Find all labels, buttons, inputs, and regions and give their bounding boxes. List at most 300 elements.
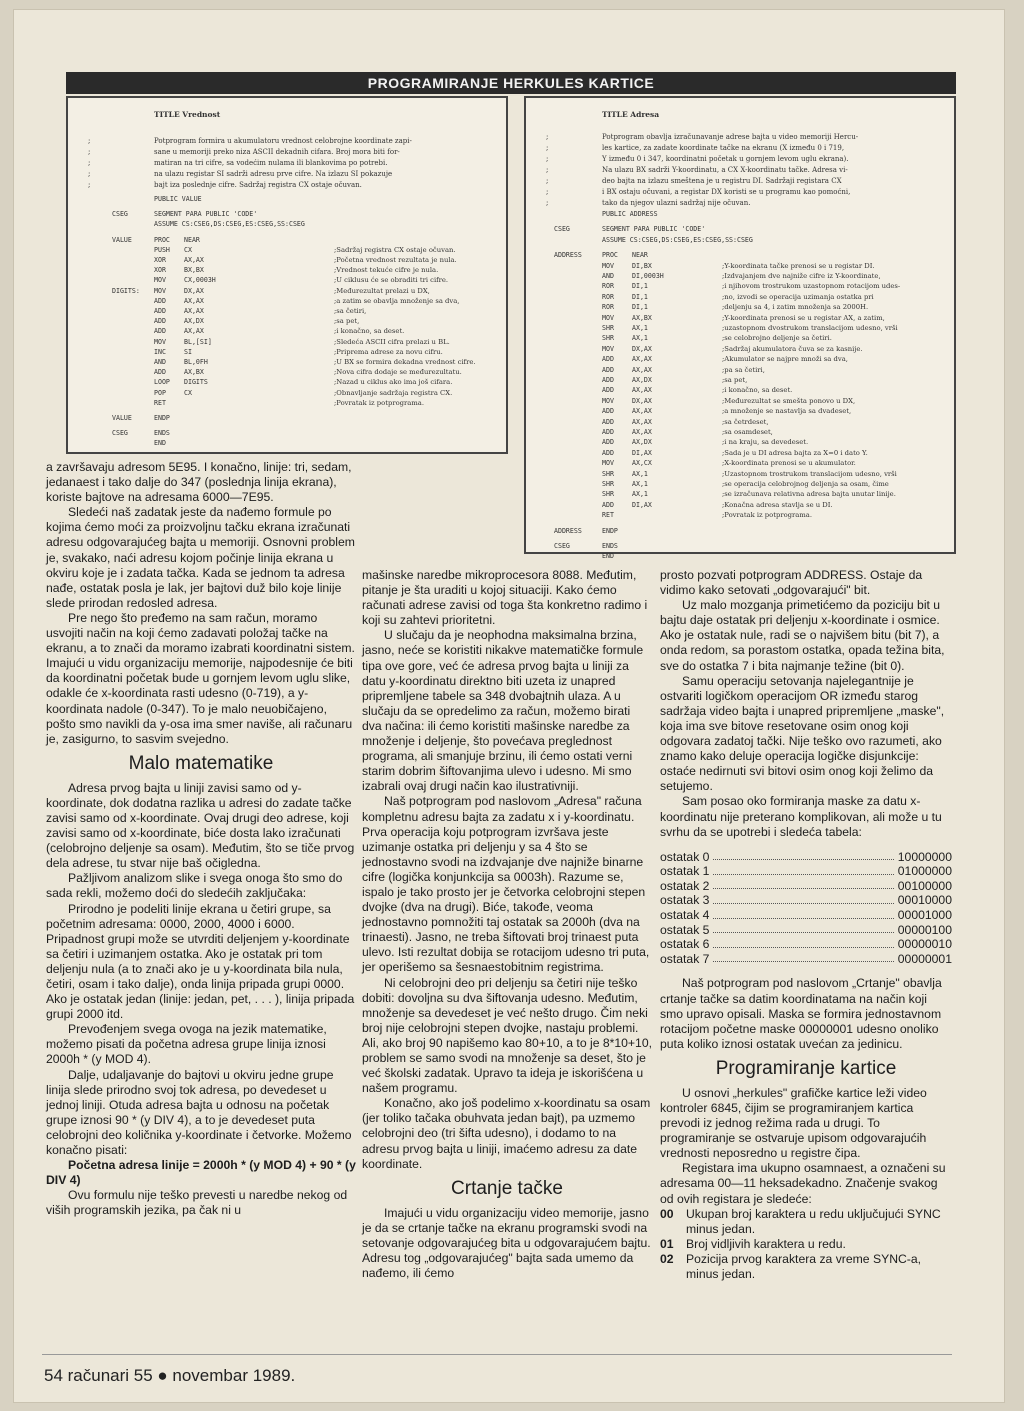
comment-marker: ;	[546, 166, 549, 174]
code-line	[68, 348, 506, 358]
code-op: PROC	[602, 251, 618, 260]
mask-remainder: ostatak 7	[660, 951, 710, 966]
code-op: ADD	[602, 355, 614, 364]
code-line	[526, 272, 954, 282]
code-comment: ;Obnavljanje sadržaja registra CX.	[334, 388, 453, 397]
code-op: ADD	[602, 428, 614, 436]
code-comment: ;U ciklusu će se obraditi tri cifre.	[334, 276, 449, 285]
code-comment: ;X-koordinata prenosi se u akumulator.	[722, 459, 856, 468]
code-op: MOV	[154, 276, 166, 285]
code-comment: ;Akumulator se najpre množi sa dva,	[722, 355, 848, 364]
code-line	[526, 418, 954, 428]
code-op: PUBLIC VALUE	[154, 195, 202, 203]
paragraph: Imajući u vidu organizaciju video memorije, jasno je da se crtanje tačke na ekranu programski svodi na setovanje odgovarajućeg bita u odgovarajućem bajtu. Adresu tog „odgovarajućeg" bajta sada umemo da nađemo, ili ćemo	[362, 1205, 651, 1281]
code-comment: ;sa pet,	[334, 317, 360, 326]
code-op: LOOP	[154, 378, 170, 387]
code-line	[68, 195, 506, 205]
mask-value: 00010000	[897, 893, 952, 908]
paragraph: Sledeći naš zadatak jeste da nađemo formule po kojima ćemo moći za proizvoljnu tačku ekrana izračunati adresu odgovarajućeg bajta u memoriji. Osnovni problem je, svakako, naći adresu kojom počinje linija ekrana u okviru koje je i zadata tačka. Kada se jednom ta adresa nađe, ostatak posla je lak, jer bajtovi duž bilo koje linije slede prirodan redosled adresa.	[46, 505, 355, 610]
paragraph: U osnovi „herkules" grafičke kartice leži video kontroler 6845, čijim se programiranjem kartica prevodi iz jednog režima rada u drugi. To programiranje se ostvaruje upisom odgovarajućih vrednosti neposredno u registre čipa.	[660, 1085, 927, 1161]
code-line	[68, 378, 506, 388]
paragraph: a završavaju adresom 5E95. I konačno, linije: tri, sedam, jedanaest i tako dalje do 347 (poslednja linija ekrana), koriste bajtove na adresama 6000—7E95.	[46, 460, 352, 505]
dot-leader	[713, 923, 893, 934]
code-line	[526, 314, 954, 324]
register-item	[660, 1237, 952, 1252]
code-line	[526, 542, 954, 552]
listing-comment-line: sane u memoriji preko niza ASCII dekadnih cifara. Broj mora biti for-	[154, 148, 400, 156]
comment-marker: ;	[546, 188, 549, 196]
code-operand: DI,BX	[632, 261, 652, 270]
paragraph: Sam posao oko formiranja maske za datu x-koordinatu nije preterano komplikovan, ali može u tu svrhu da se upotrebi i sledeća tabela:	[660, 794, 942, 839]
listing-comment-line: bajt iza poslednje cifre. Sadržaj registra CX ostaje očuvan.	[154, 181, 362, 189]
mask-value: 00001000	[897, 908, 952, 923]
code-op: ROR	[602, 292, 614, 301]
code-label: CSEG	[112, 429, 128, 438]
comment-marker: ;	[546, 199, 549, 207]
register-item	[660, 1207, 952, 1237]
mask-value: 00000010	[897, 937, 952, 952]
paragraph: mašinske naredbe mikroprocesora 8088. Međutim, pitanje je šta uraditi u kojoj situaciji. Kako ćemo računati adrese zavisi od toga šta konkretno radimo i koji su zahtevi prioritetni.	[362, 568, 648, 628]
register-number: 01	[660, 1236, 674, 1251]
dot-leader	[713, 864, 893, 875]
code-line	[526, 480, 954, 490]
code-line	[526, 210, 954, 220]
mask-value: 00000001	[897, 951, 952, 966]
code-operand: DX,AX	[632, 396, 652, 405]
code-comment: ;i njihovom trostrukom uzastopnom rotacijom udes-	[722, 282, 901, 291]
code-label: CSEG	[554, 225, 570, 234]
code-operand: CX,0003H	[184, 276, 216, 285]
code-line	[526, 376, 954, 386]
code-comment: ;Y-koordinata tačke prenosi se u registar DI.	[722, 261, 875, 270]
code-line	[68, 429, 506, 439]
code-op: RET	[154, 398, 166, 407]
article-column-2	[362, 568, 652, 1281]
code-line	[526, 251, 954, 261]
code-operand: DIGITS	[184, 378, 208, 387]
mask-table	[660, 850, 952, 967]
code-op: ENDS	[154, 429, 170, 438]
code-comment: ;Međurezultat prelazi u DX,	[334, 286, 430, 295]
code-comment: ;Sadržaj registra CX ostaje očuvan.	[334, 245, 456, 254]
code-line	[526, 428, 954, 438]
listing-title: TITLE Adresa	[602, 110, 660, 119]
mask-remainder: ostatak 2	[660, 878, 710, 893]
register-item	[660, 1252, 952, 1282]
code-op: MOV	[602, 459, 614, 468]
code-line	[526, 470, 954, 480]
code-op: ENDP	[154, 414, 170, 422]
code-line	[526, 407, 954, 417]
code-line	[526, 303, 954, 313]
mask-row	[660, 937, 952, 952]
code-operand: DI,0003H	[632, 272, 664, 280]
mask-remainder: ostatak 5	[660, 922, 710, 937]
code-operand: DI,1	[632, 303, 648, 312]
register-description: Broj vidljivih karaktera u redu.	[686, 1236, 846, 1251]
code-line	[526, 527, 954, 537]
code-comment: ;pa sa četiri,	[722, 365, 765, 374]
paragraph: Naš potprogram pod naslovom „Adresa" računa kompletnu adresu bajta za zadatu x i y-koordinatu. Prva operacija koju potprogram izvršava jeste uzimanje ostatka pri deljenju y sa 4 što se jednostavno svodi na izdvajanje dve najniže binarne cifre (logička konjunkcija sa 0003h). Razume se, ispalo je tako prosto jer je četvorka celobrojni stepen dvojke (dva na drugi). Biće, takođe, veoma jednostavno pomnožiti taj ostatak sa 2000h (dva na trinaesti). Jasno, ne treba šiftovati broj trinaest puta ulevo. Isti rezultat dobija se rotacijom udesno tri puta, jer operišemo sa šesnaestobitnim registrima.	[362, 794, 650, 975]
code-op: PUBLIC ADDRESS	[602, 210, 658, 218]
code-label: CSEG	[112, 210, 128, 219]
code-op: XOR	[154, 266, 166, 275]
comment-marker: ;	[88, 137, 91, 145]
code-line	[68, 266, 506, 276]
paragraph: Prevođenjem svega ovoga na jezik matematike, možemo pisati da početna adresa grupe linija iznosi 2000h * (y MOD 4).	[46, 1022, 327, 1067]
code-operand: AX,AX	[632, 417, 652, 426]
code-op: AND	[154, 358, 166, 366]
paragraph: Konačno, ako još podelimo x-koordinatu sa osam (jer toliko tačaka obuhvata jedan bajt), pa uzmemo celobrojni deo (tri šifta udesno), i dodamo to na adresu prvog bajta u liniji, imaćemo adresu za date koordinate.	[362, 1096, 651, 1171]
code-operand: AX,1	[632, 324, 648, 332]
code-line	[68, 220, 506, 230]
code-op: ASSUME CS:CSEG,DS:CSEG,ES:CSEG,SS:CSEG	[154, 220, 305, 229]
listing-comment-line: Y između 0 i 347, koordinatni početak u gornjem levom uglu ekrana).	[602, 155, 849, 163]
code-op: SHR	[602, 490, 614, 499]
dot-leader	[713, 893, 893, 904]
paragraph: Pažljivom analizom slike i svega onoga što smo do sada rekli, možemo doći do sledećih zaključaka:	[46, 871, 343, 901]
code-op: ADD	[154, 307, 166, 315]
listing-comment-line: tako da njegov ulazni sadržaj nije očuvan.	[602, 199, 751, 207]
comment-marker: ;	[88, 148, 91, 156]
code-comment: ;sa četrdeset,	[722, 417, 769, 426]
code-op: ROR	[602, 303, 614, 312]
section-header: PROGRAMIRANJE HERKULES KARTICE	[66, 72, 956, 94]
code-comment: ;no, izvodi se operacija uzimanja ostatka pri	[722, 292, 874, 301]
code-operand: AX,AX	[184, 296, 204, 305]
listing-comment-line: Na ulazu BX sadrži Y-koordinatu, a CX X-koordinatu tačke. Adresa vi-	[602, 166, 848, 174]
comment-marker: ;	[546, 133, 549, 141]
code-operand: AX,AX	[184, 307, 204, 315]
code-line	[68, 327, 506, 337]
code-operand: AX,DX	[632, 438, 652, 447]
page-footer: 54 računari 55 ● novembar 1989.	[44, 1366, 296, 1385]
code-line	[526, 449, 954, 459]
section-heading: Programiranje kartice	[715, 1057, 897, 1079]
code-operand: AX,DX	[632, 376, 652, 384]
dot-leader	[713, 879, 893, 890]
code-line	[526, 262, 954, 272]
paragraph: prosto pozvati potprogram ADDRESS. Ostaje da vidimo kako setovati „odgovarajući" bit.	[660, 568, 923, 598]
code-comment: ;Konačna adresa stavlja se u DI.	[722, 500, 833, 509]
code-line	[68, 358, 506, 368]
mask-remainder: ostatak 4	[660, 908, 710, 923]
listing-comment-line: matiran na tri cifre, sa vodećim nulama ili blankovima po potrebi.	[154, 159, 388, 167]
code-line	[526, 501, 954, 511]
code-comment: ;U BX se formira dekadna vrednost cifre.	[334, 358, 476, 366]
listing-comment-line: les kartice, za zadate koordinate tačke na ekranu (X između 0 i 719,	[602, 144, 845, 152]
dot-leader	[713, 937, 893, 948]
paragraph: Pre nego što pređemo na sam račun, moramo usvojiti način na koji ćemo zadavati položaj tačke na ekranu, a to znači da moramo izabrati koordinatni sistem. Imajući u vidu organizaciju memorije, najpodesnije će biti da koordinatni početak bude u gornjem levom uglu slike, odakle će x-koordinata rasti udesno (0-719), a y-koordinata nadole (0-347). To je malo neuobičajeno, pošto smo navikli da y-osa ima smer naviše, ali računaru je, zasigurno, to sasvim svejedno.	[46, 610, 355, 746]
code-comment: ;se operacija celobrojnog deljenja sa osam, čime	[722, 480, 889, 488]
code-comment: ;uzastopnom dvostrukom translacijom udesno, vrši	[722, 324, 898, 332]
code-operand: AX,CX	[632, 459, 652, 468]
paragraph: Registara ima ukupno osamnaest, a označeni su adresama 00—11 heksadekadno. Značenje svakog od ovih registara je sledeće:	[660, 1161, 946, 1206]
code-operand: AX,BX	[184, 368, 204, 377]
code-comment: ;sa osamdeset,	[722, 428, 773, 436]
mask-remainder: ostatak 6	[660, 937, 710, 952]
code-operand: AX,AX	[632, 386, 652, 395]
mask-row	[660, 864, 952, 879]
code-comment: ;se celobrojno deljenje sa četiri.	[722, 334, 832, 343]
paragraph: Adresa prvog bajta u liniji zavisi samo od y-koordinate, dok dodatna razlika u adresi do zadate tačke zavisi samo od x-koordinate. Ovaj drugi deo adrese, koji zavisi samo od x-koordinate, biće dosta lako izračunati (celobrojno deljenje sa osam). Međutim, što se tiče prvog dela adrese, tu stvar nije baš očigledna.	[46, 780, 355, 871]
code-operand: SI	[184, 347, 192, 356]
code-line	[526, 324, 954, 334]
code-op: POP	[154, 388, 166, 397]
code-comment: ;Međurezultat se smešta ponovo u DX,	[722, 396, 856, 405]
code-operand: NEAR	[184, 235, 200, 244]
code-op: ADD	[602, 407, 614, 416]
code-operand: DX,AX	[632, 344, 652, 353]
code-comment: ;sa pet,	[722, 376, 748, 384]
code-label: VALUE	[112, 414, 132, 422]
code-operand: AX,1	[632, 490, 648, 499]
code-comment: ;Sadržaj akumulatora čuva se za kasnije.	[722, 344, 863, 353]
code-label: DIGITS:	[112, 286, 140, 295]
paragraph: Uz malo mozganja primetićemo da poziciju bit u bajtu daje ostatak pri deljenju x-koordinate i osmice. Ako je ostatak nule, radi se o najvišem bitu (bit 7), a onda redom, sa porastom ostatka, opada težina bita, sve do ostatka 7 i bita najmanje težine (bit 0).	[660, 598, 945, 673]
mask-value: 10000000	[897, 849, 952, 864]
register-number: 02	[660, 1251, 674, 1266]
code-comment: ;Vrednost tekuće cifre je nula.	[334, 266, 439, 275]
code-op: ENDP	[602, 526, 618, 535]
code-operand: AX,BX	[632, 313, 652, 322]
section-heading: Malo matematike	[128, 752, 274, 774]
register-description: Ukupan broj karaktera u redu uključujući SYNC minus jedan.	[686, 1206, 941, 1236]
code-comment: ;Nova cifra dodaje se međurezultatu.	[334, 368, 462, 377]
code-line	[68, 236, 506, 246]
code-operand: DI,AX	[632, 448, 652, 457]
code-comment: ;se izračunava relativna adresa bajta unutar linije.	[722, 490, 896, 499]
code-op: PROC	[154, 235, 170, 244]
code-operand: CX	[184, 388, 192, 397]
article-column-3	[660, 568, 952, 1282]
code-op: ADD	[154, 327, 166, 336]
code-operand: NEAR	[632, 251, 648, 260]
mask-row	[660, 923, 952, 938]
code-label: ADDRESS	[554, 251, 582, 260]
code-op: XOR	[154, 256, 166, 264]
listing-adresa	[524, 96, 956, 561]
code-op: AND	[602, 272, 614, 280]
code-operand: BX,BX	[184, 266, 204, 275]
code-op: END	[602, 552, 614, 561]
code-comment: ;Početna vrednost rezultata je nula.	[334, 256, 457, 264]
code-operand: AX,AX	[184, 327, 204, 336]
code-op: ADD	[602, 500, 614, 509]
code-operand: DI,1	[632, 292, 648, 301]
code-op: PUSH	[154, 245, 170, 254]
mask-row	[660, 879, 952, 894]
listing-comment-line: i BX ostaju očuvani, a registar DX koristi se u programu kao pomoćni,	[602, 188, 851, 196]
code-op: ROR	[602, 282, 614, 291]
code-line	[526, 345, 954, 355]
code-line	[526, 386, 954, 396]
code-label: ADDRESS	[554, 526, 582, 535]
mask-remainder: ostatak 3	[660, 893, 710, 908]
listing-title: TITLE Vrednost	[154, 110, 221, 119]
code-comment: ;i na kraju, sa devedeset.	[722, 438, 809, 447]
article-column-1	[46, 460, 356, 1219]
code-comment: ;Povratak iz potprograma.	[722, 511, 812, 520]
mask-value: 00000100	[897, 922, 952, 937]
mask-remainder: ostatak 0	[660, 849, 710, 864]
code-operand: AX,AX	[632, 428, 652, 436]
code-line	[526, 236, 954, 246]
register-number: 00	[660, 1206, 674, 1221]
code-operand: BL,[SI]	[184, 337, 212, 346]
code-comment: ;i konačno, sa deset.	[334, 327, 405, 336]
code-op: ADD	[602, 376, 614, 384]
code-op: MOV	[602, 313, 614, 322]
code-line	[526, 293, 954, 303]
code-comment: ;i konačno, sa deset.	[722, 386, 793, 395]
code-op: ADD	[154, 296, 166, 305]
code-line	[526, 552, 954, 562]
listing-comment-line: Potprogram formira u akumulatoru vrednost celobrojne koordinate zapi-	[154, 137, 412, 145]
mask-row	[660, 850, 952, 865]
code-op: ADD	[154, 368, 166, 377]
code-line	[526, 459, 954, 469]
comment-marker: ;	[88, 170, 91, 178]
paragraph: Ni celobrojni deo pri deljenju sa četiri nije teško dobiti: dovoljna su dva šiftovanja udesno. Međutim, množenje sa devedeset je već nešto drugo. Čim neki broj nije celobrojni stepen dvojke, nastaju problemi. Ali, ako broj 90 napišemo kao 80+10, a to je 8*10+10, problem se samo svodi na množenje sa deset, što je već školski zadatak. Upravo ta ideja je iskorišćena u našem programu.	[362, 975, 652, 1096]
code-operand: DX,AX	[184, 286, 204, 295]
code-line	[526, 355, 954, 365]
listing-comment-line: deo bajta na izlazu smeštena je u registru DI. Sadržaji registara CX	[602, 177, 842, 185]
code-line	[68, 368, 506, 378]
mask-value: 00100000	[897, 878, 952, 893]
dot-leader	[713, 952, 893, 963]
code-operand: CX	[184, 245, 192, 254]
paragraph: Ovu formulu nije teško prevesti u naredbe nekog od viših programskih jezika, pa čak ni u	[46, 1188, 348, 1218]
code-line	[526, 225, 954, 235]
code-op: ADD	[602, 386, 614, 395]
mask-row	[660, 952, 952, 967]
code-label: VALUE	[112, 235, 132, 244]
magazine-page	[14, 10, 1004, 1402]
code-comment: ;Povratak iz potprograma.	[334, 398, 424, 407]
code-operand: AX,AX	[632, 355, 652, 364]
mask-row	[660, 908, 952, 923]
code-comment: ;a množenje se nastavlja sa dvadeset,	[722, 407, 852, 416]
code-operand: AX,AX	[184, 256, 204, 264]
code-operand: AX,AX	[632, 407, 652, 416]
code-comment: ;Sledeća ASCII cifra prelazi u BL.	[334, 337, 450, 346]
dot-leader	[713, 908, 893, 919]
comment-marker: ;	[88, 181, 91, 189]
code-operand: AX,DX	[184, 317, 204, 326]
code-line	[68, 338, 506, 348]
section-heading: Crtanje tačke	[451, 1177, 563, 1199]
register-description: Pozicija prvog karaktera za vreme SYNC-a, minus jedan.	[686, 1251, 922, 1282]
code-line	[68, 307, 506, 317]
code-op: ASSUME CS:CSEG,DS:CSEG,ES:CSEG,SS:CSEG	[602, 235, 753, 244]
code-op: ADD	[154, 317, 166, 326]
code-line	[68, 399, 506, 409]
code-label: CSEG	[554, 542, 570, 550]
code-op: ADD	[602, 365, 614, 374]
comment-marker: ;	[546, 144, 549, 152]
paragraph: U slučaju da je neophodna maksimalna brzina, jasno, neće se koristiti nikakve matematičke formule tipa ove gore, već će adresa prvog bajta u liniji za datu y-koordinatu direktno biti uzeta iz unapred pripremljene tabele sa 348 dvobajtnih ulaza. A u slučaju da se opredelimo za račun, možemo birati dva načina: ili ćemo koristiti mašinske naredbe za množenje i deljenje, što povećava preglednost programa, ali smanjuje brzinu, ili ćemo ostati verni starim dobrim šiftovanjima ulevo i udesno. Mi smo izabrali ovaj drugi način kao ilustrativniji.	[362, 628, 644, 794]
code-line	[526, 397, 954, 407]
code-op: INC	[154, 347, 166, 356]
code-op: SHR	[602, 324, 614, 332]
code-comment: ;a zatim se obavlja množenje sa dva,	[334, 296, 460, 305]
code-line	[526, 282, 954, 292]
code-line	[68, 389, 506, 399]
mask-value: 01000000	[897, 864, 952, 879]
mask-remainder: ostatak 1	[660, 864, 710, 879]
code-operand: AX,AX	[632, 365, 652, 374]
mask-row	[660, 893, 952, 908]
paragraph: Prirodno je podeliti linije ekrana u četiri grupe, sa početnim adresama: 0000, 2000, 4000 i 6000. Pripadnost grupi može se utvrditi deljenjem y-koordinate sa četiri i uzimanjem ostatka. Ako je ostatak pri tom deljenju nula (a to znači ako je u y-koordinata bila nula, četiri, osam i tako dalje), onda linija pripada grupi 0000. Ako je ostatak jedan (linije: jedan, pet, . . . ), linija pripada grupi 2000 itd.	[46, 901, 355, 1022]
listing-comment-line: Potprogram obavlja izračunavanje adrese bajta u video memoriji Hercu-	[602, 133, 859, 141]
code-op: RET	[602, 511, 614, 520]
paragraph: Naš potprogram pod naslovom „Crtanje" obavlja crtanje tačke sa datim koordinatama na način koji smo upravo opisali. Maska se formira jednostavnom rotacijom početne maske 00000001 udesno onoliko puta koliko iznosi ostatak uvećan za jedinicu.	[660, 976, 942, 1051]
code-op: SHR	[602, 334, 614, 343]
code-line	[68, 317, 506, 327]
code-operand: DI,AX	[632, 500, 652, 509]
code-operand: DI,1	[632, 282, 648, 291]
code-line	[526, 490, 954, 500]
code-line	[68, 439, 506, 449]
code-line	[68, 297, 506, 307]
code-op: SEGMENT PARA PUBLIC 'CODE'	[602, 225, 706, 234]
code-comment: ;sa četiri,	[334, 307, 367, 315]
code-op: SHR	[602, 480, 614, 488]
code-line	[526, 334, 954, 344]
code-line	[68, 287, 506, 297]
code-line	[68, 414, 506, 424]
code-line	[526, 366, 954, 376]
code-line	[68, 276, 506, 286]
comment-marker: ;	[546, 155, 549, 163]
code-op: ENDS	[602, 542, 618, 550]
code-operand: AX,1	[632, 334, 648, 343]
code-line	[68, 210, 506, 220]
code-operand: AX,1	[632, 480, 648, 488]
code-line	[68, 246, 506, 256]
code-operand: BL,0FH	[184, 358, 208, 366]
code-op: MOV	[602, 396, 614, 405]
code-op: ADD	[602, 417, 614, 426]
code-op: MOV	[154, 286, 166, 295]
paragraph: Samu operaciju setovanja najelegantnije je ostvariti logičkom operacijom OR između starog sadržaja video bajta i unapred pripremljene „maske", koja ima sve bitove resetovane osim onog koji odgovara zadatoj tački. Nije teško ovo razumeti, ako znamo kako deluje operacija logičke disjunkcije: ostaće nedirnuti svi bitovi osim onog koji želimo da setujemo.	[660, 673, 945, 794]
code-comment: ;Izdvajanjem dve najniže cifre iz Y-koordinate,	[722, 272, 881, 280]
dot-leader	[713, 850, 893, 861]
code-comment: ;deljenju sa 4, i zatim množenja sa 2000H.	[722, 303, 869, 312]
code-line	[526, 511, 954, 521]
code-op: MOV	[154, 337, 166, 346]
code-line	[526, 438, 954, 448]
code-op: END	[154, 439, 166, 448]
comment-marker: ;	[88, 159, 91, 167]
code-comment: ;Y-koordinata prenosi se u registar AX, a zatim,	[722, 313, 885, 322]
register-list	[660, 1207, 952, 1282]
code-comment: ;Priprema adrese za novu cifru.	[334, 347, 443, 356]
code-op: ADD	[602, 448, 614, 457]
code-op: SEGMENT PARA PUBLIC 'CODE'	[154, 210, 258, 219]
code-op: SHR	[602, 469, 614, 478]
code-op: ADD	[602, 438, 614, 447]
footer-divider	[42, 1354, 952, 1355]
listing-vrednost	[66, 96, 508, 454]
code-op: MOV	[602, 344, 614, 353]
formula: Početna adresa linije = 2000h * (y MOD 4) + 90 * (y DIV 4)	[46, 1158, 356, 1188]
code-comment: ;Sada je u DI adresa bajta za X=0 i dato Y.	[722, 448, 868, 457]
code-comment: ;Uzastopnom trostrukom translacijom udesno, vrši	[722, 469, 897, 478]
code-operand: AX,1	[632, 469, 648, 478]
code-comment: ;Nazad u ciklus ako ima još cifara.	[334, 378, 453, 387]
